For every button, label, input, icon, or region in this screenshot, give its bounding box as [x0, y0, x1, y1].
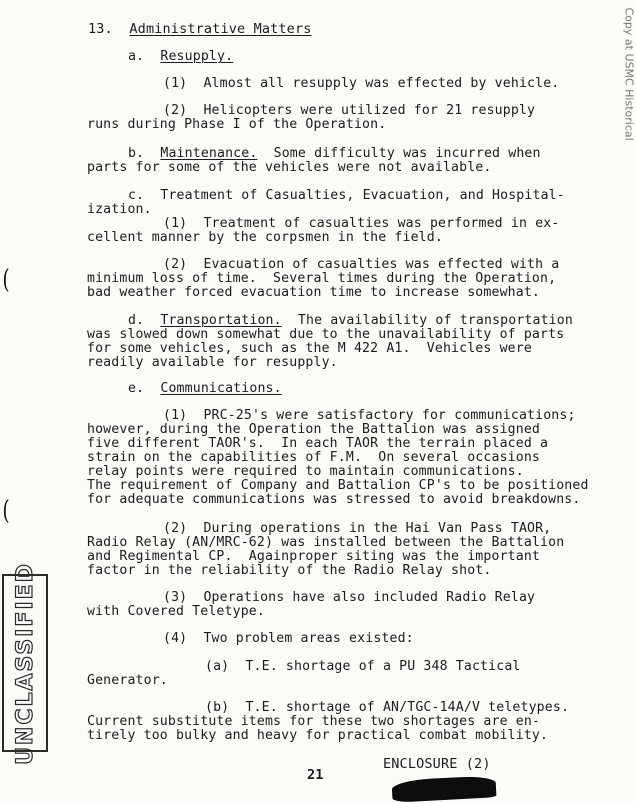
transportation-text: The availability of transportation: [281, 313, 573, 328]
casualties-para-1-line-2: cellent manner by the corpsmen in the field.: [87, 230, 443, 245]
maintenance-title: Maintenance.: [160, 146, 258, 161]
resupply-para-1: (1) Almost all resupply was effected by vehicle.: [163, 76, 560, 91]
comms-para-1-line-1: (1) PRC-25's were satisfactory for communications;: [163, 408, 576, 423]
transportation-letter: d.: [128, 313, 145, 328]
maintenance-text: Some difficulty was incurred when: [257, 146, 541, 161]
casualties-para-1-line-1: (1) Treatment of casualties was performed in ex-: [163, 216, 560, 231]
comms-para-1-line-5: relay points were required to maintain communications.: [87, 464, 524, 479]
comms-para-3-line-1: (3) Operations have also included Radio Relay: [163, 590, 536, 605]
enclosure-label: ENCLOSURE (2): [383, 756, 491, 772]
maintenance-line-2: parts for some of the vehicles were not available.: [87, 160, 492, 175]
comms-para-2-line-1: (2) During operations in the Hai Van Pass TAOR,: [163, 521, 552, 536]
page-number: 21: [307, 767, 324, 783]
comms-para-4a-line-1: (a) T.E. shortage of a PU 348 Tactical: [205, 659, 521, 674]
resupply-title: Resupply.: [160, 49, 234, 64]
comms-para-1-line-6: The requirement of Company and Battalion CP's to be positioned: [87, 478, 589, 493]
unclassified-stamp-text: UNCLASSIFIED: [12, 561, 38, 765]
casualties-heading-line-1: c. Treatment of Casualties, Evacuation, and Hospital-: [128, 188, 565, 203]
communications-heading: [128, 381, 282, 396]
communications-title: Communications.: [160, 381, 282, 396]
comms-para-2-line-2: Radio Relay (AN/MRC-62) was installed between the Battalion: [87, 535, 565, 550]
comms-para-2-line-3: and Regimental CP. Againproper siting was the important: [87, 549, 541, 564]
communications-letter: e.: [128, 381, 145, 396]
maintenance-line-1: [128, 146, 541, 161]
section-number: 13.: [88, 21, 113, 37]
transportation-line-3: for some vehicles, such as the M 422 A1. Vehicles were: [87, 341, 532, 356]
comms-para-3-line-2: with Covered Teletype.: [87, 604, 265, 619]
margin-mark-lower: (: [2, 496, 10, 526]
comms-para-4a-line-2: Generator.: [87, 673, 168, 688]
casualties-para-2-line-3: bad weather forced evacuation time to increase somewhat.: [87, 285, 541, 300]
comms-para-4b-line-1: (b) T.E. shortage of AN/TGC-14A/V teletypes.: [205, 700, 570, 715]
transportation-line-2: was slowed down somewhat due to the unavailability of parts: [87, 327, 565, 342]
casualties-heading-line-2: ization.: [87, 202, 152, 217]
resupply-heading: [128, 49, 233, 64]
comms-para-1-line-4: strain on the capabilities of F.M. On several occasions: [87, 450, 541, 465]
casualties-para-2-line-1: (2) Evacuation of casualties was effected with a: [163, 257, 560, 272]
redaction-mark: [391, 775, 496, 802]
casualties-para-2-line-2: minimum loss of time. Several times during the Operation,: [87, 271, 557, 286]
transportation-line-4: readily available for resupply.: [87, 355, 338, 370]
unclassified-stamp: [2, 561, 48, 765]
comms-para-4b-line-2: Current substitute items for these two shortages are en-: [87, 714, 541, 729]
comms-para-1-line-7: for adequate communications was stressed to avoid breakdowns.: [87, 492, 581, 507]
maintenance-letter: b.: [128, 146, 145, 161]
section-heading: [88, 22, 312, 37]
margin-mark-upper: (: [2, 265, 10, 295]
section-title: Administrative Matters: [129, 21, 312, 37]
comms-para-4: (4) Two problem areas existed:: [163, 631, 414, 646]
resupply-para-2-line-1: (2) Helicopters were utilized for 21 resupply: [163, 103, 536, 118]
comms-para-1-line-3: five different TAOR's. In each TAOR the terrain placed a: [87, 436, 549, 451]
edge-archive-stamp: [623, 8, 636, 198]
edge-archive-text: Copy at USMC Historical: [622, 7, 636, 141]
resupply-letter: a.: [128, 49, 145, 64]
transportation-line-1: [128, 313, 573, 328]
resupply-para-2-line-2: runs during Phase I of the Operation.: [87, 117, 387, 132]
comms-para-2-line-4: factor in the reliability of the Radio Relay shot.: [87, 563, 492, 578]
transportation-title: Transportation.: [160, 313, 282, 328]
comms-para-1-line-2: however, during the Operation the Battalion was assigned: [87, 422, 541, 437]
comms-para-4b-line-3: tirely too bulky and heavy for practical combat mobility.: [87, 728, 549, 743]
